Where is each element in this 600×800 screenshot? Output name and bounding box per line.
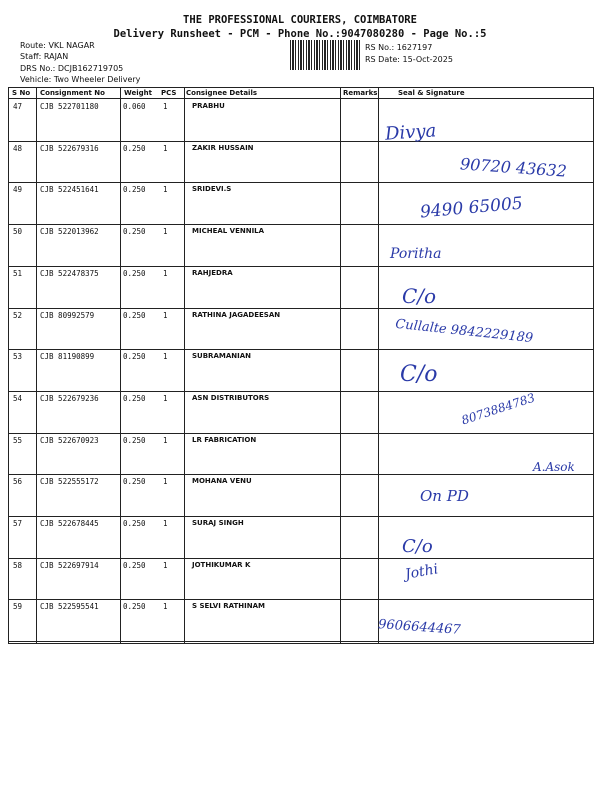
row-divider <box>8 433 593 434</box>
cell-weight: 0.250 <box>123 311 146 320</box>
signature-row-57: C/o <box>402 536 433 557</box>
signature-row-59: 9606644467 <box>377 617 462 638</box>
cell-consignment: CJB 81190899 <box>40 352 95 361</box>
cell-consignee: LR FABRICATION <box>192 436 257 444</box>
row-divider <box>8 224 593 225</box>
signature-row-51: C/o <box>402 284 437 308</box>
col-consignment: Consignment No <box>40 89 105 97</box>
cell-consignment: CJB 522701180 <box>40 102 99 111</box>
cell-sno: 57 <box>13 519 23 528</box>
cell-weight: 0.250 <box>123 477 146 486</box>
vehicle: Vehicle: Two Wheeler Delivery <box>20 75 141 84</box>
col-seal: Seal & Signature <box>398 89 465 97</box>
row-divider <box>8 349 593 350</box>
row-divider <box>8 308 593 309</box>
signature-row-58: Jothi <box>403 561 440 583</box>
cell-consignment: CJB 522478375 <box>40 269 99 278</box>
row-divider <box>8 182 593 183</box>
col-consignee: Consignee Details <box>186 89 258 97</box>
signature-row-47: Divya <box>384 120 437 145</box>
cell-consignment: CJB 522013962 <box>40 227 99 236</box>
cell-sno: 55 <box>13 436 23 445</box>
cell-consignee: JOTHIKUMAR K <box>192 561 251 569</box>
cell-consignment: CJB 522678445 <box>40 519 99 528</box>
cell-sno: 58 <box>13 561 23 570</box>
cell-consignee: SUBRAMANIAN <box>192 352 251 360</box>
cell-consignee: MOHANA VENU <box>192 477 252 485</box>
row-divider <box>8 599 593 600</box>
col-pcs: PCS <box>161 89 177 97</box>
col-divider <box>120 87 121 643</box>
cell-pcs: 1 <box>163 269 168 278</box>
cell-pcs: 1 <box>163 394 168 403</box>
cell-sno: 53 <box>13 352 23 361</box>
cell-pcs: 1 <box>163 352 168 361</box>
cell-sno: 54 <box>13 394 23 403</box>
cell-consignment: CJB 80992579 <box>40 311 95 320</box>
cell-consignee: ASN DISTRIBUTORS <box>192 394 270 402</box>
cell-weight: 0.250 <box>123 519 146 528</box>
row-divider <box>8 391 593 392</box>
signature-row-49: 9490 65005 <box>419 193 524 223</box>
cell-weight: 0.250 <box>123 352 146 361</box>
route: Route: VKL NAGAR <box>20 41 95 50</box>
cell-consignment: CJB 522679316 <box>40 144 99 153</box>
cell-weight: 0.250 <box>123 185 146 194</box>
cell-pcs: 1 <box>163 561 168 570</box>
cell-pcs: 1 <box>163 602 168 611</box>
signature-row-52: Cullalte 9842229189 <box>394 316 534 347</box>
cell-pcs: 1 <box>163 519 168 528</box>
rs-number: RS No.: 1627197 <box>365 43 433 52</box>
cell-consignee: S SELVI RATHINAM <box>192 602 266 610</box>
col-divider <box>340 87 341 643</box>
cell-consignment: CJB 522451641 <box>40 185 99 194</box>
cell-sno: 51 <box>13 269 23 278</box>
cell-consignment: CJB 522595541 <box>40 602 99 611</box>
row-divider <box>8 516 593 517</box>
drs-number: DRS No.: DCJB162719705 <box>20 64 124 73</box>
header-divider <box>8 98 593 99</box>
row-divider <box>8 558 593 559</box>
cell-pcs: 1 <box>163 144 168 153</box>
col-sno: S No <box>12 89 31 97</box>
cell-consignee: SRIDEVI.S <box>192 185 232 193</box>
signature-row-55: A.Asok <box>533 460 575 474</box>
cell-consignment: CJB 522555172 <box>40 477 99 486</box>
barcode <box>290 40 360 70</box>
cell-consignee: RAHJEDRA <box>192 269 233 277</box>
cell-consignee: PRABHU <box>192 102 225 110</box>
cell-sno: 47 <box>13 102 23 111</box>
cell-consignee: MICHEAL VENNILA <box>192 227 265 235</box>
cell-pcs: 1 <box>163 477 168 486</box>
col-weight: Weight <box>124 89 152 97</box>
signature-row-54: 8073884783 <box>459 390 537 428</box>
staff: Staff: RAJAN <box>20 52 69 61</box>
signature-row-48: 90720 43632 <box>459 154 568 181</box>
signature-row-56: On PD <box>420 487 469 505</box>
col-divider <box>184 87 185 643</box>
cell-consignee: RATHINA JAGADEESAN <box>192 311 281 319</box>
cell-pcs: 1 <box>163 311 168 320</box>
cell-consignee: ZAKIR HUSSAIN <box>192 144 254 152</box>
cell-weight: 0.250 <box>123 561 146 570</box>
cell-weight: 0.250 <box>123 144 146 153</box>
cell-weight: 0.250 <box>123 269 146 278</box>
col-remarks: Remarks <box>343 89 378 97</box>
cell-pcs: 1 <box>163 436 168 445</box>
cell-sno: 56 <box>13 477 23 486</box>
row-divider <box>8 641 593 642</box>
cell-consignment: CJB 522697914 <box>40 561 99 570</box>
cell-sno: 49 <box>13 185 23 194</box>
signature-row-50: Poritha <box>390 246 442 262</box>
row-divider <box>8 266 593 267</box>
cell-consignee: SURAJ SINGH <box>192 519 244 527</box>
cell-weight: 0.250 <box>123 602 146 611</box>
signature-row-53: C/o <box>400 362 438 387</box>
col-divider <box>378 87 379 643</box>
cell-sno: 52 <box>13 311 23 320</box>
cell-weight: 0.060 <box>123 102 146 111</box>
cell-pcs: 1 <box>163 227 168 236</box>
cell-sno: 59 <box>13 602 23 611</box>
cell-weight: 0.250 <box>123 436 146 445</box>
cell-sno: 48 <box>13 144 23 153</box>
cell-consignment: CJB 522679236 <box>40 394 99 403</box>
company-name: THE PROFESSIONAL COURIERS, COIMBATORE <box>183 14 417 26</box>
col-divider <box>36 87 37 643</box>
cell-pcs: 1 <box>163 102 168 111</box>
row-divider <box>8 474 593 475</box>
cell-pcs: 1 <box>163 185 168 194</box>
cell-consignment: CJB 522670923 <box>40 436 99 445</box>
cell-sno: 50 <box>13 227 23 236</box>
runsheet-title: Delivery Runsheet - PCM - Phone No.:9047080280 - Page No.:5 <box>113 28 487 40</box>
row-divider <box>8 141 593 142</box>
cell-weight: 0.250 <box>123 227 146 236</box>
rs-date: RS Date: 15-Oct-2025 <box>365 55 453 64</box>
cell-weight: 0.250 <box>123 394 146 403</box>
